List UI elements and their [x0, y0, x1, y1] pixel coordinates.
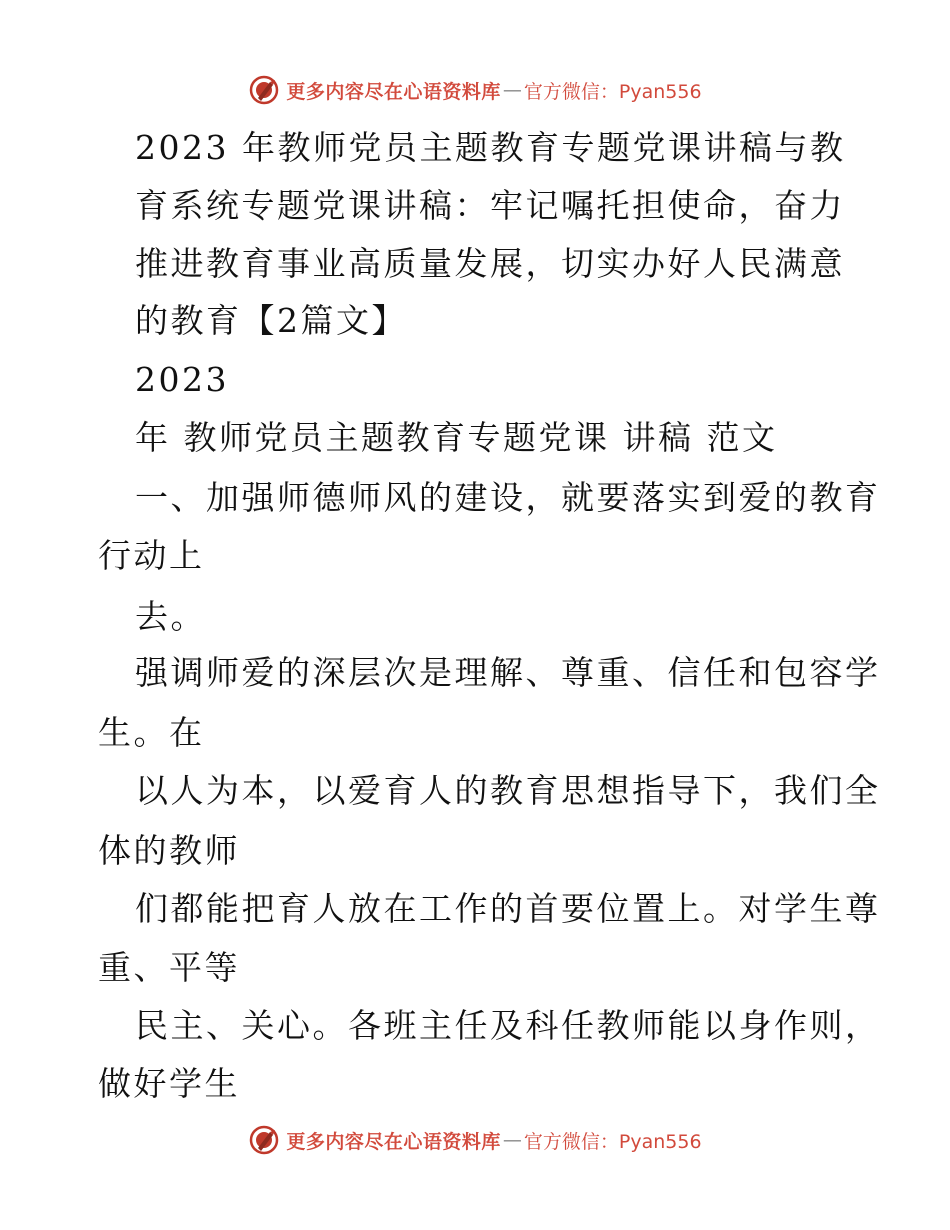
pen-logo-icon — [248, 1124, 280, 1156]
title-line-4: 的教育【2篇文】 — [135, 301, 407, 340]
title-line-1: 2023 年教师党员主题教育专题党课讲稿与教 — [135, 128, 846, 167]
body-line: 年 教师党员主题教育专题党课 讲稿 范文 — [135, 418, 778, 457]
body-line: 强调师爱的深层次是理解、尊重、信任和包容学 — [135, 653, 881, 692]
banner-contact-text: 官方微信：Pyan556 — [523, 1130, 702, 1153]
body-line: 行动上 — [98, 536, 205, 575]
body-line: 以人为本，以爱育人的教育思想指导下，我们全 — [135, 771, 881, 810]
body-line: 生。在 — [98, 713, 205, 752]
body-line: 们都能把育人放在工作的首要位置上。对学生尊 — [135, 889, 881, 928]
banner-brand-text: 更多内容尽在心语资料库 — [286, 1130, 501, 1153]
pen-logo-icon — [248, 74, 280, 106]
body-line: 一、加强师德师风的建设，就要落实到爱的教育 — [135, 478, 881, 517]
body-line: 重、平等 — [98, 948, 240, 987]
banner-brand-text: 更多内容尽在心语资料库 — [286, 80, 501, 103]
banner-separator: — — [502, 1129, 522, 1151]
banner-contact-text: 官方微信：Pyan556 — [523, 80, 702, 103]
title-line-2: 育系统专题党课讲稿：牢记嘱托担使命，奋力 — [135, 186, 845, 225]
header-banner — [0, 70, 950, 110]
body-line: 去。 — [135, 597, 206, 636]
footer-banner — [0, 1120, 950, 1160]
body-line: 2023 — [135, 360, 229, 399]
body-line: 做好学生 — [98, 1064, 240, 1103]
body-line: 民主、关心。各班主任及科任教师能以身作则， — [135, 1006, 881, 1045]
banner-separator: — — [502, 79, 522, 101]
title-line-3: 推进教育事业高质量发展，切实办好人民满意 — [135, 244, 845, 283]
body-line: 体的教师 — [98, 831, 240, 870]
